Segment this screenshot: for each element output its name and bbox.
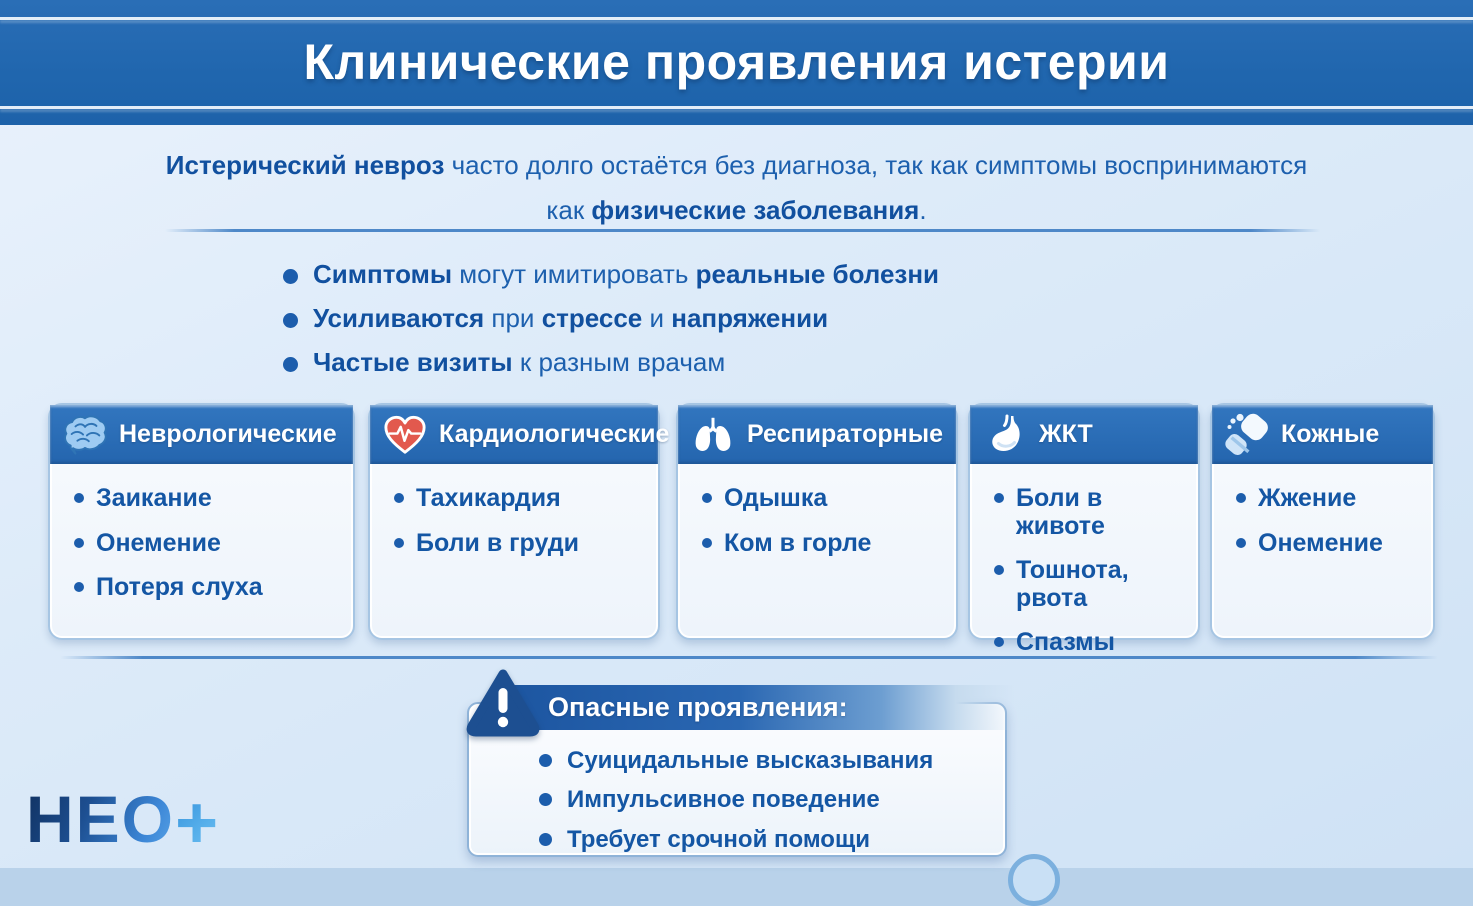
intro-paragraph: Истерический невроз часто долго остаётся без диагноза, так как симптомы воспринимаются как физические заболевания.	[165, 150, 1308, 225]
overview-bullet-symptoms	[283, 252, 939, 296]
item-label: Боли в животе	[1016, 484, 1105, 540]
item-dot	[994, 565, 1004, 575]
item-label: Суицидальные высказывания	[567, 747, 934, 774]
item-dot	[394, 538, 404, 548]
bullet-text: Усиливаются при стрессе и напряжении	[313, 303, 829, 333]
card-respiratory	[676, 403, 958, 640]
warning-title: Опасные проявления:	[548, 692, 848, 722]
item-label: Заикание	[96, 484, 212, 512]
item-label: Жжение	[1258, 484, 1357, 512]
logo-text: НЕО	[26, 782, 176, 856]
page-title: Клинические проявления истерии	[303, 34, 1170, 90]
item-dot	[74, 582, 84, 592]
warning-item	[539, 748, 1005, 774]
item-label: Онемение	[96, 528, 221, 557]
item-dot	[539, 754, 552, 767]
card-item	[994, 557, 1190, 612]
item-dot	[394, 493, 404, 503]
card-item-list	[50, 464, 353, 602]
card-item-list	[678, 464, 956, 557]
card-item	[994, 629, 1190, 657]
overview-bullets	[283, 252, 939, 384]
bullet-text: Симптомы могут имитировать реальные болезни	[313, 259, 940, 289]
item-label: Спазмы	[1016, 628, 1116, 656]
warning-item	[539, 787, 1005, 813]
lungs-icon	[690, 412, 736, 458]
card-item	[1236, 530, 1425, 558]
item-label: Потеря слуха	[96, 573, 263, 601]
item-dot	[539, 793, 552, 806]
warning-triangle-icon	[464, 666, 542, 743]
item-dot	[1236, 493, 1246, 503]
decorative-circle	[1008, 854, 1060, 906]
warning-panel	[464, 666, 1030, 862]
card-title: ЖКТ	[1039, 420, 1093, 448]
card-item	[1236, 485, 1425, 513]
item-label: Одышка	[724, 484, 828, 512]
card-skin	[1210, 403, 1435, 640]
stomach-icon	[982, 412, 1028, 458]
item-label: Онемение	[1258, 528, 1383, 557]
card-neurological	[48, 403, 355, 640]
warning-item	[539, 827, 1005, 853]
item-dot	[539, 833, 552, 846]
card-title: Кожные	[1281, 420, 1380, 448]
item-dot	[74, 538, 84, 548]
heart-icon	[382, 412, 428, 458]
item-label: Ком в горле	[724, 528, 872, 557]
neo-plus-logo	[26, 781, 221, 864]
intro-divider	[165, 229, 1320, 232]
card-item	[394, 485, 650, 513]
card-title: Неврологические	[119, 420, 337, 448]
item-dot	[1236, 538, 1246, 548]
card-neurological-header	[50, 405, 353, 464]
card-item	[994, 485, 1190, 540]
card-item	[74, 574, 345, 602]
overview-bullet-stress	[283, 296, 939, 340]
card-item	[394, 530, 650, 558]
card-skin-header	[1212, 405, 1433, 464]
soap-icon	[1224, 412, 1270, 458]
card-title: Респираторные	[747, 420, 943, 448]
item-label: Требует срочной помощи	[567, 825, 870, 853]
card-item	[74, 530, 345, 558]
item-dot	[994, 493, 1004, 503]
card-item	[74, 485, 345, 513]
card-cardiological	[368, 403, 670, 640]
bullet-dot	[283, 357, 298, 372]
section-divider	[60, 656, 1438, 659]
item-label: Боли в груди	[416, 528, 580, 557]
card-item	[702, 530, 948, 558]
item-label: Тахикардия	[416, 484, 561, 512]
overview-bullet-visits	[283, 340, 939, 384]
item-dot	[74, 493, 84, 503]
bullet-dot	[283, 269, 298, 284]
card-cardiological-header	[370, 405, 670, 464]
card-respiratory-header	[678, 405, 956, 464]
warning-banner	[500, 685, 1030, 730]
item-label: Тошнота, рвота	[1016, 556, 1129, 612]
card-title: Кардиологические	[439, 420, 670, 448]
item-dot	[702, 493, 712, 503]
banner-top-rule	[0, 17, 1473, 20]
banner-bottom-rule	[0, 106, 1473, 109]
card-item	[702, 485, 948, 513]
symptom-cards-row	[48, 403, 1435, 656]
item-label: Импульсивное поведение	[567, 786, 880, 814]
card-item-list	[970, 464, 1198, 657]
card-git	[968, 403, 1200, 656]
item-dot	[702, 538, 712, 548]
title-banner	[0, 0, 1473, 125]
card-git-header	[970, 405, 1198, 464]
card-item-list	[1212, 464, 1433, 557]
bullet-dot	[283, 313, 298, 328]
logo-plus-icon: +	[175, 781, 221, 864]
card-item-list	[370, 464, 658, 557]
item-dot	[994, 637, 1004, 647]
bullet-text: Частые визиты к разным врачам	[313, 347, 726, 377]
brain-icon	[62, 412, 108, 458]
